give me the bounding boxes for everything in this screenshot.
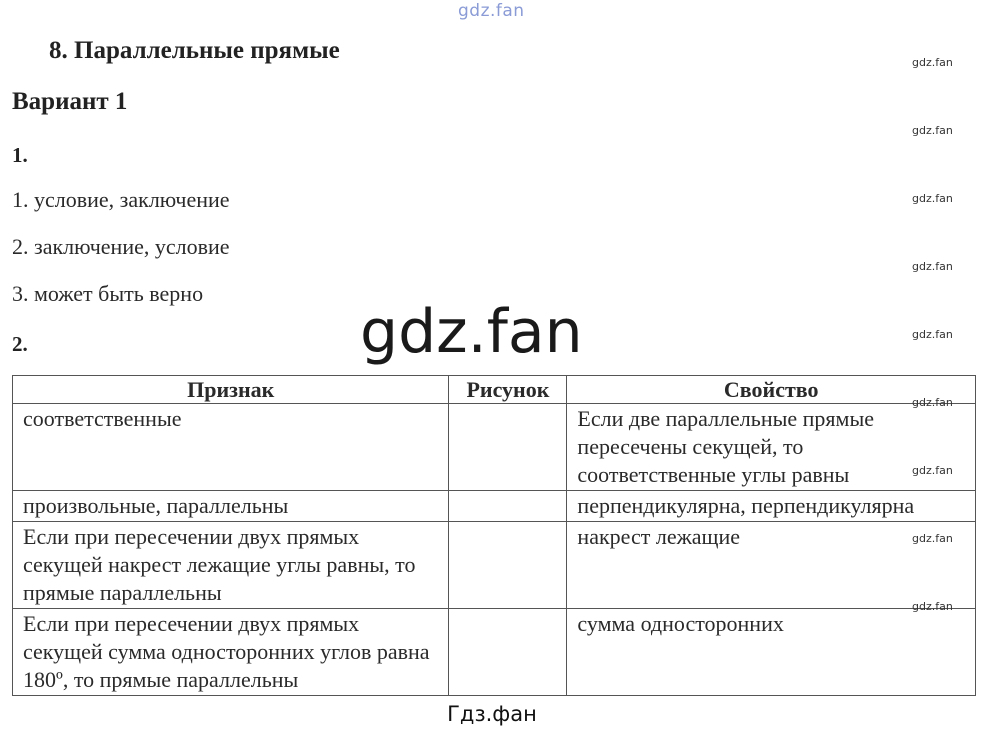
cell-figure [449,491,567,522]
watermark-side: gdz.fan [912,56,953,69]
cell-figure [449,522,567,609]
header-property: Свойство [567,376,976,404]
table-row [13,609,976,696]
cell-property: Если две параллельные прямые пересечены секущей, то соответственные углы равны [567,404,976,491]
table-row [13,522,976,609]
watermark-bottom: Гдз.фан [447,702,537,726]
section-title: 8. Параллельные прямые [49,37,340,64]
header-sign: Признак [13,376,449,404]
cell-property: сумма односторонних [567,609,976,696]
variant-title: Вариант 1 [12,88,128,115]
cell-sign: произвольные, параллельны [13,491,449,522]
watermark-center: gdz.fan [360,297,583,367]
answer-line: 1. условие, заключение [12,187,230,212]
answer-line: 2. заключение, условие [12,234,230,259]
watermark-side: gdz.fan [912,600,953,613]
watermark-top: gdz.fan [458,1,525,21]
cell-figure [449,404,567,491]
cell-sign: Если при пересечении двух прямых секущей сумма односторонних углов равна 180º, то прямые параллельны [13,609,449,696]
watermark-side: gdz.fan [912,328,953,341]
watermark-side: gdz.fan [912,532,953,545]
properties-table [12,375,976,696]
cell-sign: соответственные [13,404,449,491]
watermark-side: gdz.fan [912,260,953,273]
watermark-side: gdz.fan [912,124,953,137]
watermark-side: gdz.fan [912,396,953,409]
cell-property: накрест лежащие [567,522,976,609]
table-header-row [13,376,976,404]
task-number: 2. [12,332,28,356]
answer-line: 3. может быть верно [12,281,204,306]
table-row [13,491,976,522]
table-row [13,404,976,491]
header-figure: Рисунок [449,376,567,404]
cell-sign: Если при пересечении двух прямых секущей накрест лежащие углы равны, то прямые параллельны [13,522,449,609]
watermark-side: gdz.fan [912,192,953,205]
cell-property: перпендикулярна, перпендикулярна [567,491,976,522]
task-number: 1. [12,143,28,167]
watermark-side: gdz.fan [912,464,953,477]
cell-figure [449,609,567,696]
